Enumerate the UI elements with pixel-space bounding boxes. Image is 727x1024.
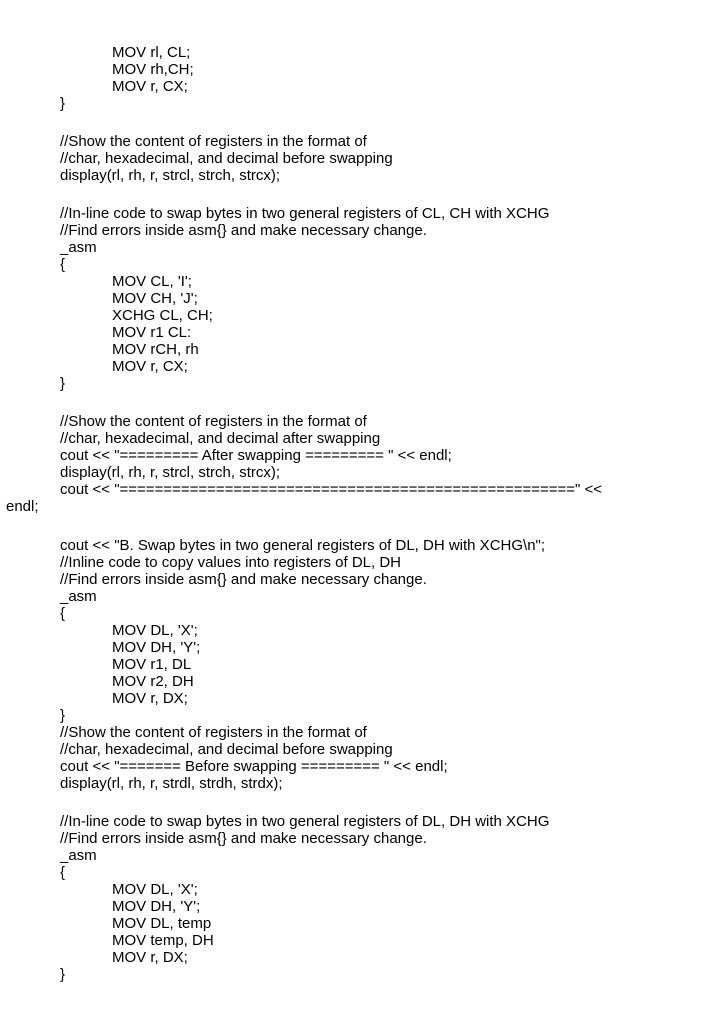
comment-line: //Inline code to copy values into registers of DL, DH [60, 554, 402, 571]
code-line: display(rl, rh, r, strdl, strdh, strdx); [60, 775, 283, 792]
code-line: } [60, 375, 66, 392]
code-line: MOV rl, CL; [112, 44, 191, 61]
code-line: } [60, 95, 66, 112]
code-line: endl; [6, 498, 39, 515]
code-line: MOV temp, DH [112, 932, 214, 949]
code-line: MOV r, DX; [112, 690, 188, 707]
code-line: MOV DL, 'X'; [112, 881, 198, 898]
code-line: cout << "====================================================" << [60, 481, 603, 498]
code-line: cout << "======= Before swapping ========= " << endl; [60, 758, 448, 775]
code-line: _asm [60, 847, 97, 864]
code-line: MOV CL, 'I'; [112, 273, 192, 290]
comment-line: //In-line code to swap bytes in two general registers of CL, CH with XCHG [60, 205, 550, 222]
code-line: MOV r2, DH [112, 673, 194, 690]
comment-line: //Show the content of registers in the format of [60, 724, 367, 741]
comment-line: //char, hexadecimal, and decimal before swapping [60, 150, 393, 167]
code-line: MOV r, CX; [112, 358, 188, 375]
code-line: display(rl, rh, r, strcl, strch, strcx); [60, 167, 281, 184]
code-line: _asm [60, 588, 97, 605]
code-line: display(rl, rh, r, strcl, strch, strcx); [60, 464, 281, 481]
code-line: } [60, 707, 66, 724]
code-line: cout << "========= After swapping ========= " << endl; [60, 447, 452, 464]
code-line: MOV DH, 'Y'; [112, 898, 201, 915]
comment-line: //Find errors inside asm{} and make necessary change. [60, 571, 427, 588]
code-line: cout << "B. Swap bytes in two general registers of DL, DH with XCHG\n"; [60, 537, 546, 554]
code-line: MOV r, CX; [112, 78, 188, 95]
code-line: MOV r1 CL: [112, 324, 192, 341]
code-line: MOV DL, temp [112, 915, 212, 932]
code-line: MOV r1, DL [112, 656, 192, 673]
code-line: { [60, 605, 66, 622]
comment-line: //Find errors inside asm{} and make necessary change. [60, 830, 427, 847]
code-line: XCHG CL, CH; [112, 307, 213, 324]
code-line: MOV rh,CH; [112, 61, 194, 78]
comment-line: //Show the content of registers in the format of [60, 133, 367, 150]
comment-line: //In-line code to swap bytes in two general registers of DL, DH with XCHG [60, 813, 550, 830]
code-line: MOV r, DX; [112, 949, 188, 966]
code-line: MOV DL, 'X'; [112, 622, 198, 639]
code-line: MOV CH, 'J'; [112, 290, 198, 307]
code-line: MOV rCH, rh [112, 341, 199, 358]
comment-line: //Show the content of registers in the format of [60, 413, 367, 430]
code-line: } [60, 966, 66, 983]
code-line: { [60, 256, 66, 273]
code-line: MOV DH, 'Y'; [112, 639, 201, 656]
comment-line: //Find errors inside asm{} and make necessary change. [60, 222, 427, 239]
comment-line: //char, hexadecimal, and decimal before swapping [60, 741, 393, 758]
code-line: _asm [60, 239, 97, 256]
comment-line: //char, hexadecimal, and decimal after swapping [60, 430, 381, 447]
code-line: { [60, 864, 66, 881]
